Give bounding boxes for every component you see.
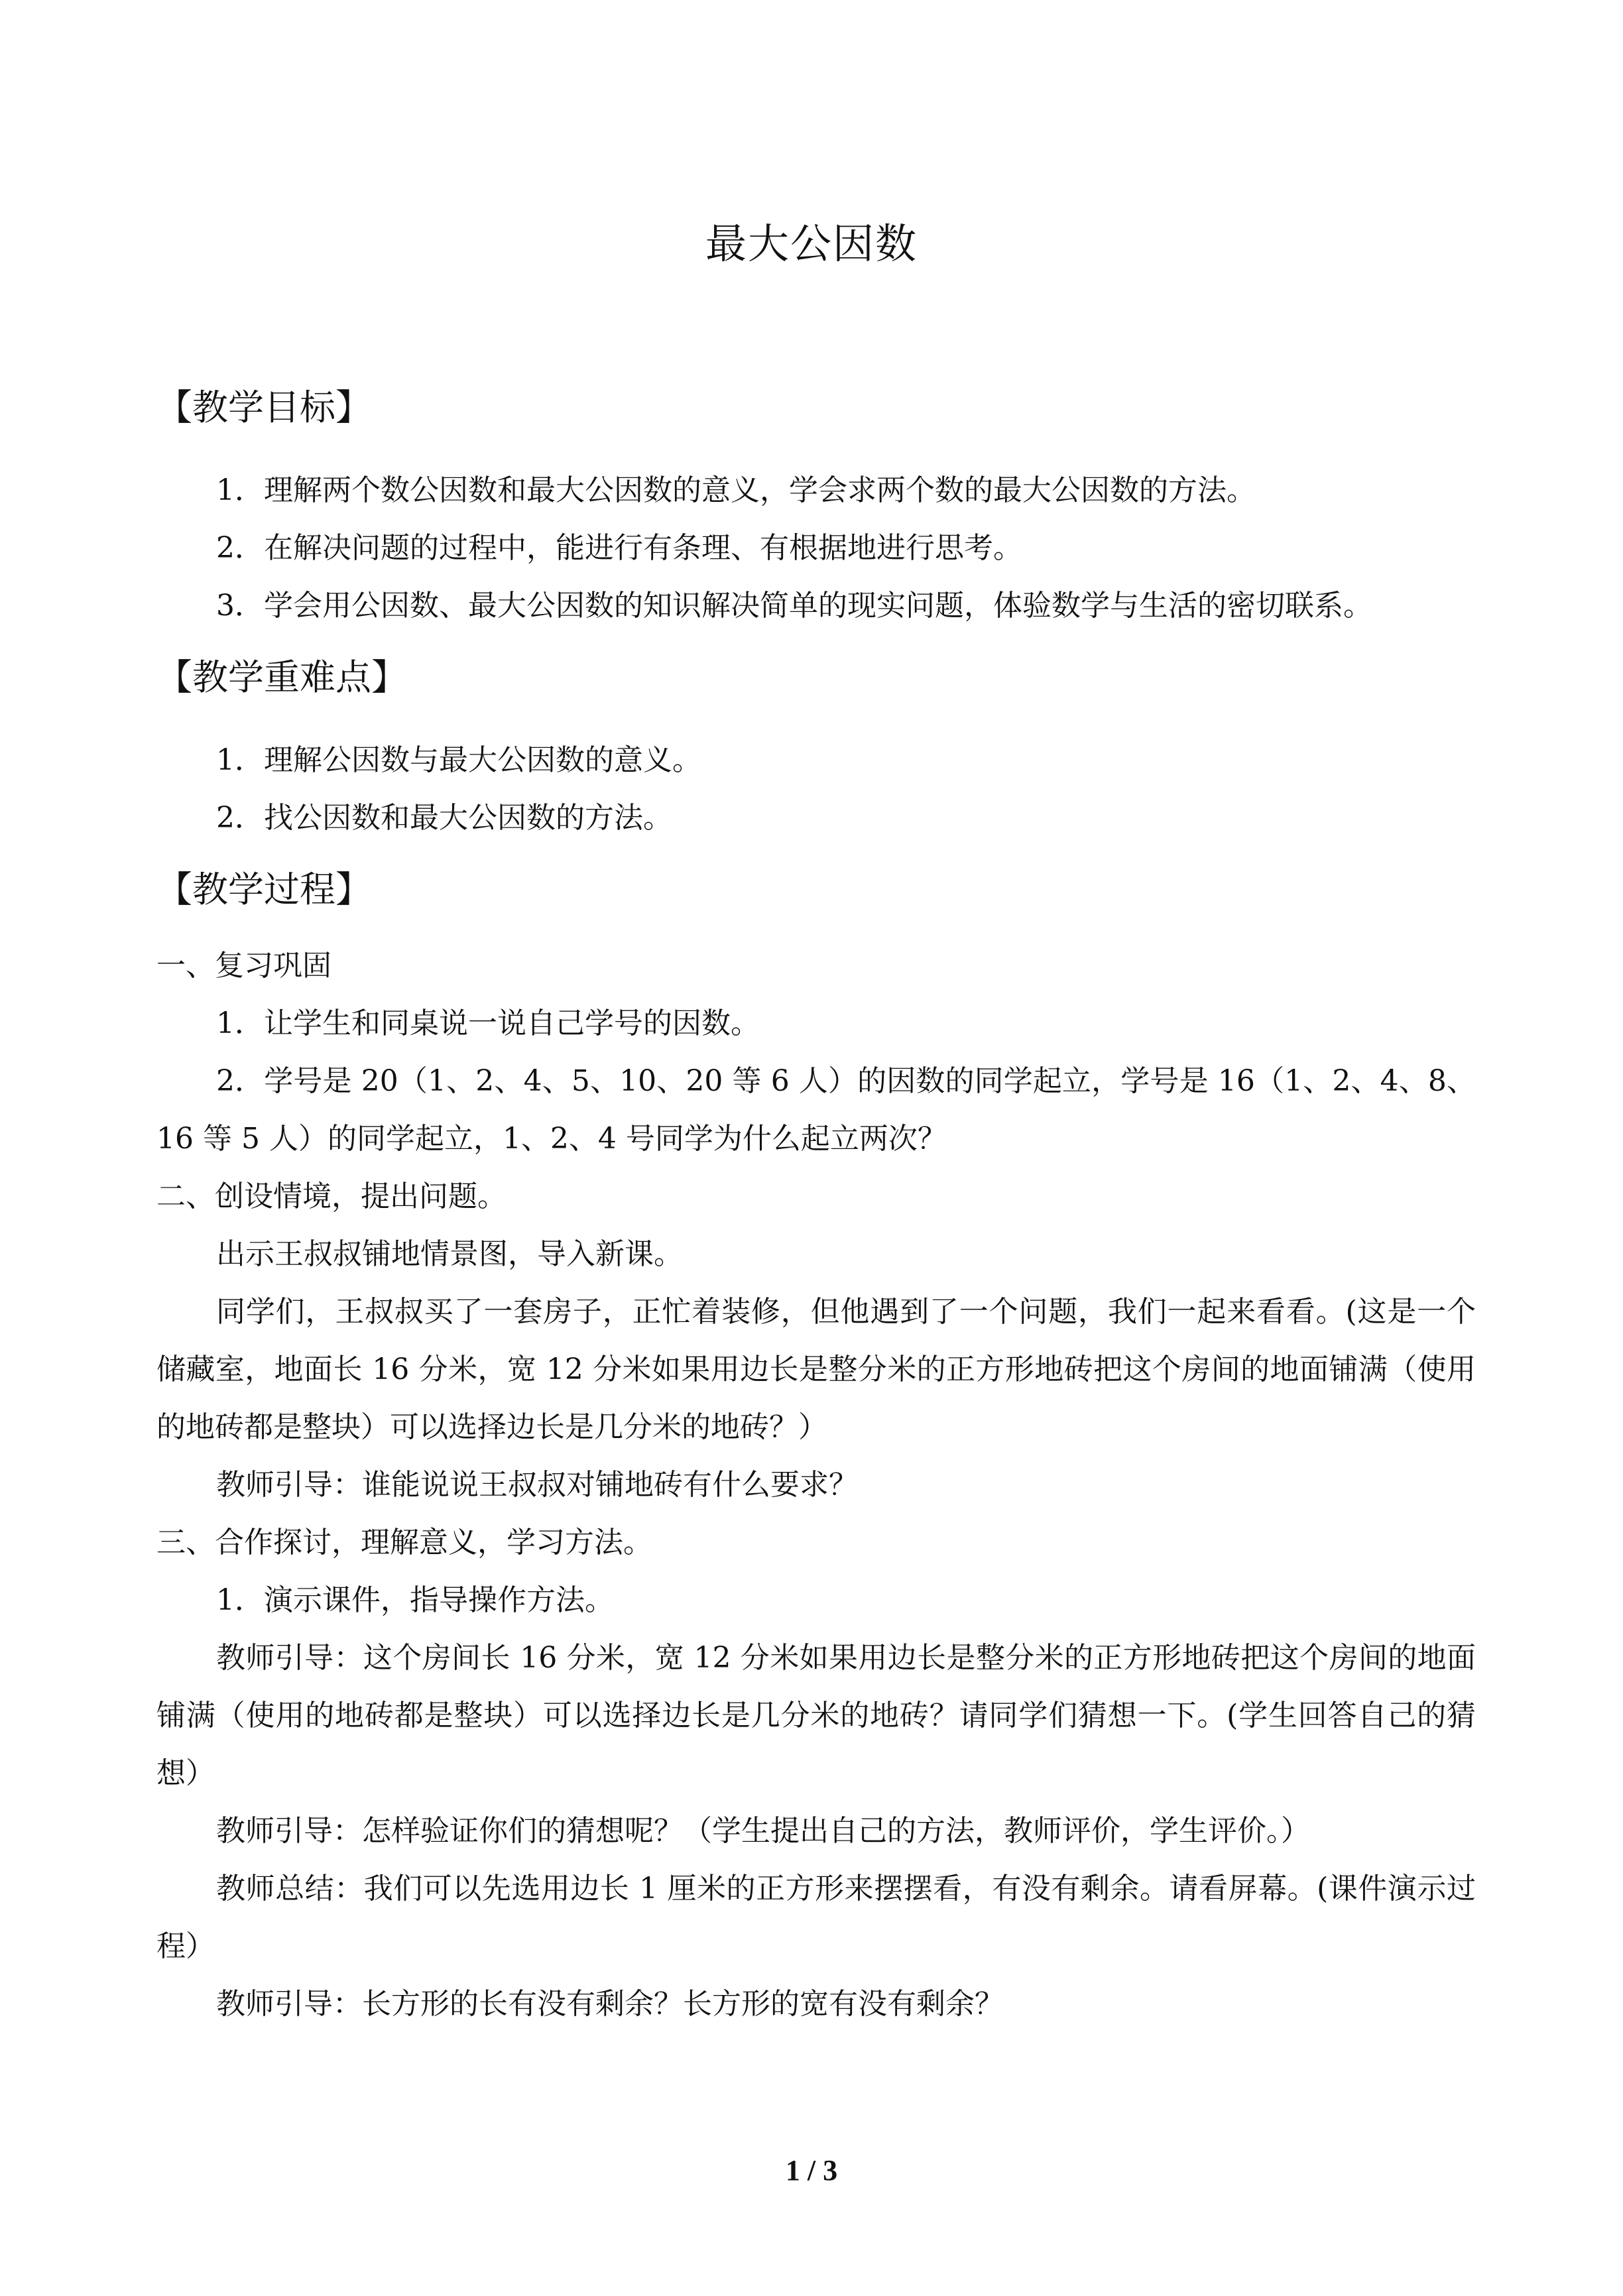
page-number: 1 / 3: [785, 2154, 838, 2187]
process-paragraph: 1．让学生和同桌说一说自己学号的因数。: [216, 1006, 760, 1040]
objective-item: 2．在解决问题的过程中，能进行有条理、有根据地进行思考。: [216, 531, 1022, 565]
process-subheading: 三、合作探讨，理解意义，学习方法。: [156, 1526, 652, 1559]
process-paragraph: 教师引导：这个房间长 16 分米，宽 12 分米如果用边长是整分米的正方形地砖把这个房间的地面铺满（使用的地砖都是整块）可以选择边长是几分米的地砖？请同学们猜想一下。(学生回答自己的猜想）: [156, 1641, 1476, 1790]
process-paragraph: 出示王叔叔铺地情景图，导入新课。: [216, 1237, 683, 1271]
process-paragraph: 教师总结：我们可以先选用边长 1 厘米的正方形来摆摆看，有没有剩余。请看屏幕。(课件演示过程）: [156, 1872, 1476, 1963]
section-heading-process: 【教学过程】: [156, 869, 371, 910]
process-paragraph: 2．学号是 20（1、2、4、5、10、20 等 6 人）的因数的同学起立，学号是 16（1、2、4、8、16 等 5 人）的同学起立，1、2、4 号同学为什么起立两次？: [156, 1064, 1476, 1156]
process-subheading: 一、复习巩固: [156, 949, 331, 983]
section-heading-objectives: 【教学目标】: [156, 387, 371, 428]
document-body: [156, 378, 1476, 2033]
keypoint-item: 1．理解公因数与最大公因数的意义。: [216, 743, 701, 777]
process-paragraph: 教师引导：长方形的长有没有剩余？长方形的宽有没有剩余？: [216, 1987, 1004, 2021]
section-heading-keypoints: 【教学重难点】: [156, 656, 407, 698]
objective-item: 1．理解两个数公因数和最大公因数的意义，学会求两个数的最大公因数的方法。: [216, 473, 1256, 507]
keypoint-item: 2．找公因数和最大公因数的方法。: [216, 801, 672, 835]
process-paragraph: 教师引导：怎样验证你们的猜想呢？（学生提出自己的方法，教师评价，学生评价。）: [216, 1814, 1310, 1848]
document-title: 最大公因数: [705, 219, 918, 268]
process-paragraph: 教师引导：谁能说说王叔叔对铺地砖有什么要求？: [216, 1468, 858, 1502]
process-paragraph: 同学们，王叔叔买了一套房子，正忙着装修，但他遇到了一个问题，我们一起来看看。(这是一个储藏室，地面长 16 分米，宽 12 分米如果用边长是整分米的正方形地砖把这个房间的地面铺满（使用的地砖都是整块）可以选择边长是几分米的地砖？）: [156, 1295, 1476, 1444]
objective-item: 3．学会用公因数、最大公因数的知识解决简单的现实问题，体验数学与生活的密切联系。: [216, 589, 1372, 623]
process-paragraph: 1．演示课件，指导操作方法。: [216, 1583, 614, 1617]
process-subheading: 二、创设情境，提出问题。: [156, 1179, 507, 1213]
